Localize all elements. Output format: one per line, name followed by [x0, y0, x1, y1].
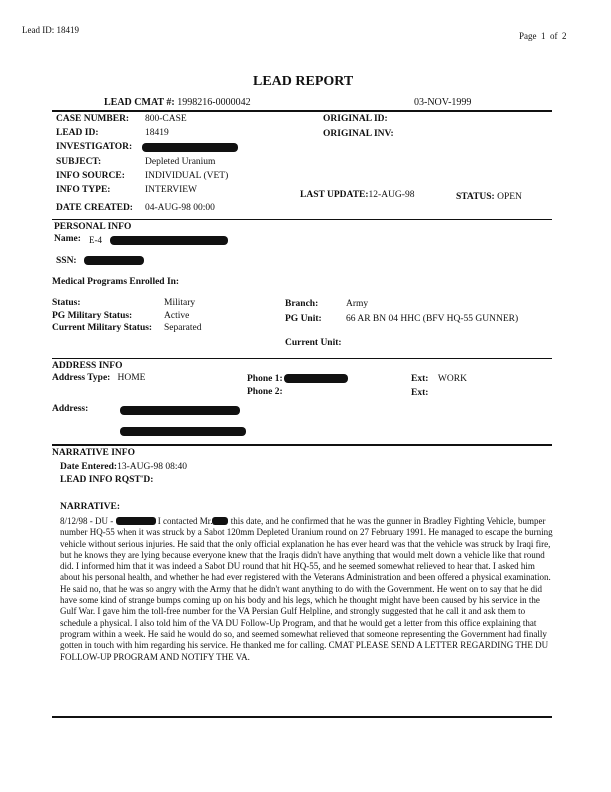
section-divider	[52, 219, 552, 220]
investigator-redaction	[142, 143, 238, 152]
narrative-redaction	[212, 517, 228, 525]
lead-id-value: 18419	[145, 128, 169, 138]
last-update-label: LAST UPDATE:	[300, 190, 369, 200]
page-total: 2	[562, 31, 567, 41]
ext1-label: Ext:	[411, 374, 429, 384]
current-unit-label: Current Unit:	[285, 338, 342, 348]
pg-military-status-value: Active	[164, 311, 190, 321]
narrative-redaction	[116, 517, 156, 525]
section-divider	[52, 110, 552, 112]
personal-info-heading: PERSONAL INFO	[54, 222, 132, 232]
last-update	[300, 190, 414, 200]
date-entered-value: 13-AUG-98 08:40	[117, 462, 188, 472]
lead-id-header: Lead ID: 18419	[22, 25, 79, 35]
phone1-redaction	[284, 374, 348, 383]
report-date: 03-NOV-1999	[414, 97, 472, 108]
info-source-label: INFO SOURCE:	[56, 171, 125, 181]
date-created-label: DATE CREATED:	[56, 203, 133, 213]
ext2-label: Ext:	[411, 388, 429, 398]
lead-id-label: LEAD ID:	[56, 128, 99, 138]
cmat-label: LEAD CMAT #:	[104, 97, 175, 108]
narrative-body: this date, and he confirmed that he was the gunner in Bradley Fighting Vehicle, bumper number HQ-55 when it was struck by a Sabot 120mm Depleted Uranium round on 27 February 1991. He managed to escape the burning vehicle without serious injuries. He said that the only official explanation he has ever heard was that the vehicle was struck by Iraqi fire, but he knows they are lying because everyone knew that the Iraqis didn't have anything that would melt down a vehicle like that round did. I informed him that it was indeed a Sabot DU round that hit HQ-55, and he seemed somewhat relieved to hear that. I asked him about his personal health, and whether he had ever registered with the Veterans Administration and been offered a physical examination. He said no, that he was so angry with the Army that he didn't want anything to do with the Government. He went on to say that he did have some kind of strange bumps coming up on his body and his legs, which he thought might have been caused by his service in the Gulf War. I gave him the toll-free number for the VA Persian Gulf Helpline, and strongly suggested that he call it and ask them to schedule a physical. I also told him of the VA DU Follow-Up Program, and that he would get a letter from this office explaining that program within a week. He said he would do so, and seemed somewhat relieved that someone representing the Government had finally gotten in touch with him regarding his service. He thanked me for calling. CMAT PLEASE SEND A LETTER REGARDING THE DU FOLLOW-UP PROGRAM AND NOTIFY THE VA.	[60, 516, 553, 662]
branch-value: Army	[346, 299, 369, 309]
ext1	[411, 374, 467, 384]
address-type	[52, 373, 145, 383]
page-of: of	[550, 31, 558, 41]
section-divider	[52, 444, 552, 446]
last-update-value: 12-AUG-98	[368, 190, 415, 200]
investigator-label: INVESTIGATOR:	[56, 142, 133, 152]
case-number-value: 800-CASE	[145, 114, 187, 124]
info-source-value: INDIVIDUAL (VET)	[145, 171, 229, 181]
name-label: Name:	[54, 234, 81, 244]
status-value-personal: Military	[164, 298, 196, 308]
page-label: Page	[519, 31, 537, 41]
name-prefix: E-4	[89, 235, 102, 245]
ext1-value: WORK	[437, 374, 467, 384]
case-number-label: CASE NUMBER:	[56, 114, 130, 124]
page-number: 1	[541, 31, 546, 41]
narrative-info-heading: NARRATIVE INFO	[52, 448, 135, 458]
status-value: OPEN	[497, 192, 522, 202]
narrative-date-prefix: 8/12/98 - DU -	[60, 516, 116, 526]
medical-programs-label: Medical Programs Enrolled In:	[52, 277, 180, 287]
narrative-label: NARRATIVE:	[60, 502, 120, 512]
current-military-status-label: Current Military Status:	[52, 323, 153, 333]
info-type-value: INTERVIEW	[145, 185, 197, 195]
phone2-label: Phone 2:	[247, 387, 283, 397]
address-info-heading: ADDRESS INFO	[52, 361, 123, 371]
name-redaction	[110, 236, 228, 245]
subject-label: SUBJECT:	[56, 157, 102, 167]
current-military-status-value: Separated	[164, 323, 202, 333]
narrative-part-2: I contacted Mr.	[155, 516, 213, 526]
info-type-label: INFO TYPE:	[56, 185, 111, 195]
phone1-label: Phone 1:	[247, 374, 283, 384]
page-title: LEAD REPORT	[253, 74, 354, 89]
subject-value: Depleted Uranium	[145, 157, 216, 167]
address-type-value: HOME	[117, 373, 146, 383]
section-divider	[52, 358, 552, 359]
status-label-personal: Status:	[52, 298, 81, 308]
cmat-value: 1998216-0000042	[177, 97, 251, 108]
address-type-label: Address Type:	[52, 373, 111, 383]
original-inv-label: ORIGINAL INV:	[323, 129, 394, 139]
lead-info-rqstd-label: LEAD INFO RQST'D:	[60, 475, 154, 485]
ssn-label: SSN:	[56, 256, 77, 266]
pg-unit-value: 66 AR BN 04 HHC (BFV HQ-55 GUNNER)	[346, 314, 519, 324]
cmat-number	[104, 97, 251, 108]
status-label: STATUS:	[456, 192, 495, 202]
page-indicator	[519, 31, 567, 41]
section-divider	[52, 716, 552, 718]
address-redaction-line1	[120, 406, 240, 415]
pg-unit-label: PG Unit:	[285, 314, 322, 324]
date-entered	[60, 462, 187, 472]
ssn-redaction	[84, 256, 144, 265]
original-id-label: ORIGINAL ID:	[323, 114, 388, 124]
date-created-value: 04-AUG-98 00:00	[145, 203, 215, 213]
pg-military-status-label: PG Military Status:	[52, 311, 133, 321]
address-label: Address:	[52, 404, 89, 414]
address-redaction-line2	[120, 427, 246, 436]
date-entered-label: Date Entered:	[60, 462, 118, 472]
status	[456, 192, 522, 202]
branch-label: Branch:	[285, 299, 319, 309]
narrative-text	[60, 516, 554, 663]
